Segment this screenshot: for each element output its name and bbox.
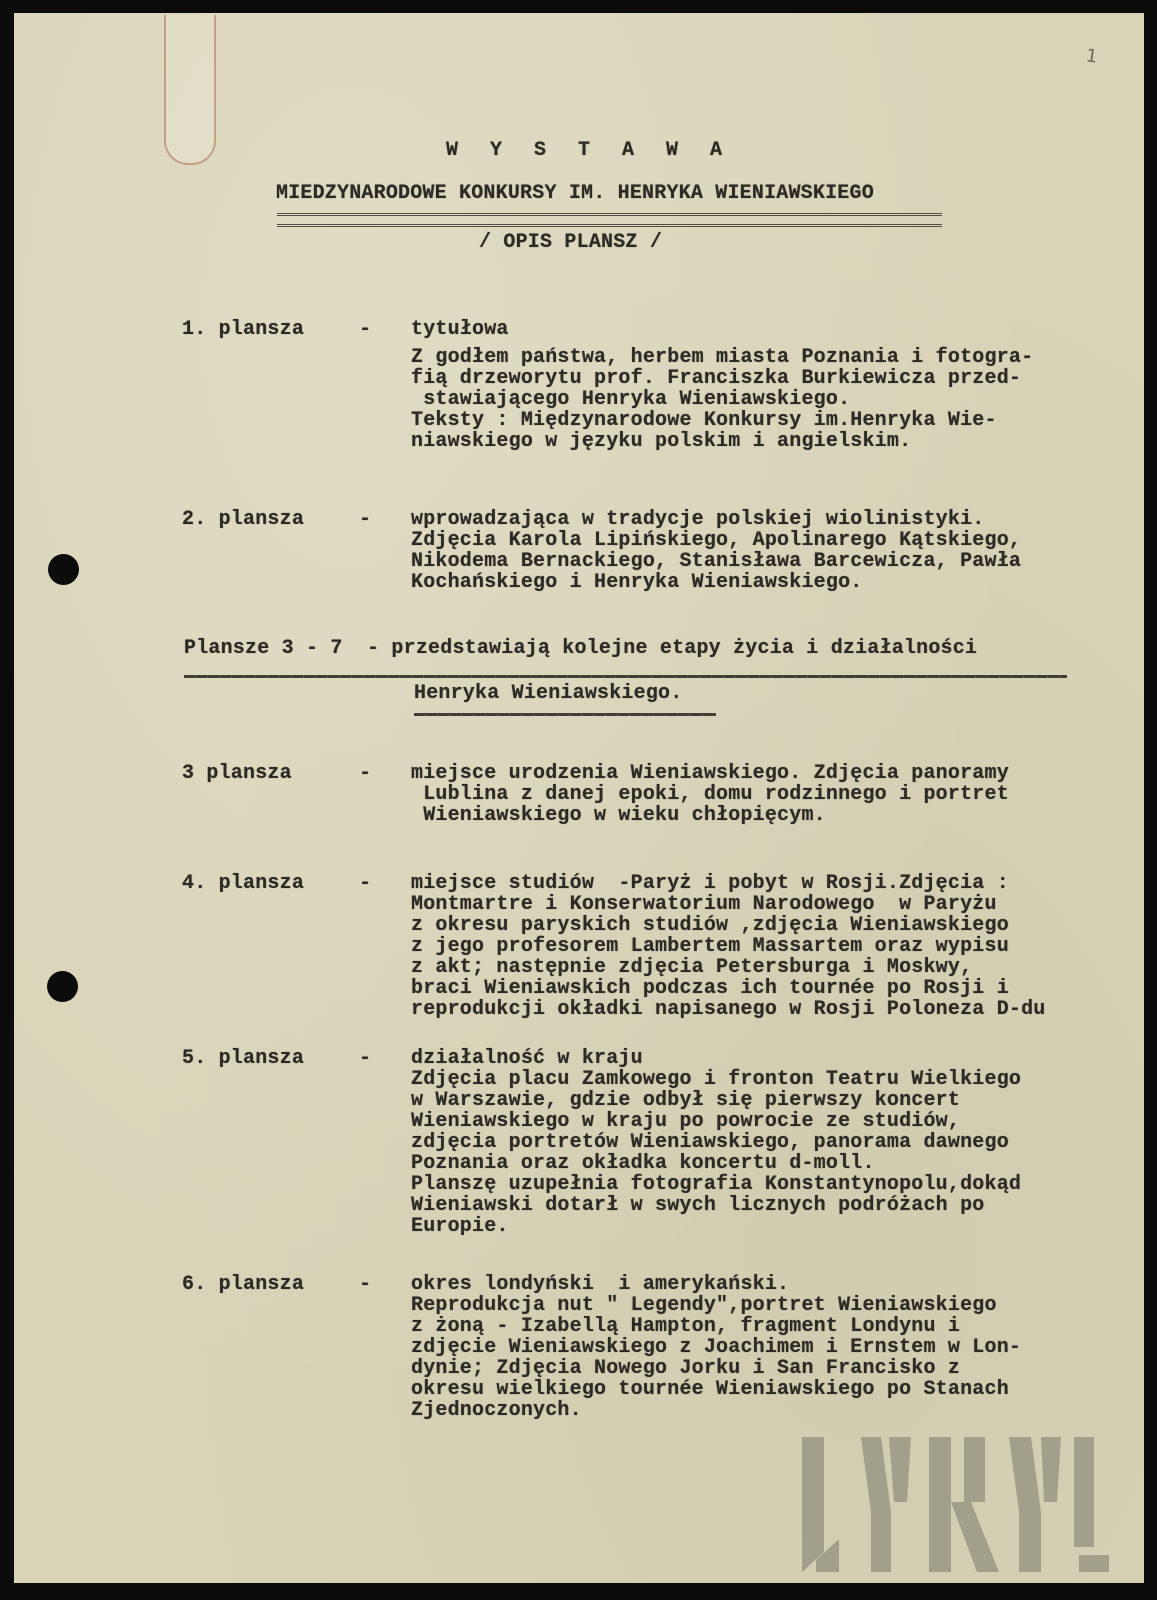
page-number: 1: [1084, 45, 1099, 68]
header-double-rule: [277, 213, 942, 227]
entry-line: zdjęcie Wieniawskiego z Joachimem i Ernstem w Lon-: [411, 1336, 1022, 1359]
document-description: / OPIS PLANSZ /: [479, 231, 663, 254]
entry-label: 4. plansza: [182, 872, 305, 895]
entry-line: Planszę uzupełnia fotografia Konstantynopolu,dokąd: [411, 1173, 1022, 1196]
entry-line: Z godłem państwa, herbem miasta Poznania i fotogra-: [411, 346, 1034, 369]
entry-label: 1. plansza: [182, 318, 305, 341]
document-title: W Y S T A W A: [445, 139, 733, 162]
entry-line: tytułowa: [411, 318, 509, 341]
entry-line: działalność w kraju: [411, 1047, 643, 1070]
entry-line: w Warszawie, gdzie odbył się pierwszy koncert: [411, 1089, 961, 1112]
entry-dash: -: [359, 318, 372, 341]
entry-line: miejsce urodzenia Wieniawskiego. Zdjęcia panoramy: [411, 762, 1009, 785]
entry-line: Reprodukcja nut " Legendy",portret Wieniawskiego: [411, 1294, 997, 1317]
entry-body: [411, 319, 1033, 452]
entry-dash: -: [359, 1047, 372, 1070]
entry-label: 3 plansza: [182, 762, 292, 785]
entry-line: Teksty : Międzynarodowe Konkursy im.Henryka Wie-: [411, 409, 997, 432]
entry-line: Zjednoczonych.: [411, 1399, 582, 1422]
entry-body: [411, 509, 1021, 593]
entry-line: wprowadzająca w tradycje polskiej wiolinistyki.: [411, 508, 985, 531]
entry-line: braci Wieniawskich podczas ich tournée po Rosji i: [411, 977, 1009, 1000]
entry-line: niawskiego w języku polskim i angielskim.: [411, 430, 912, 453]
entry-line: okres londyński i amerykański.: [411, 1273, 790, 1296]
document-page: [14, 13, 1144, 1583]
section-heading-continuation-underline: [414, 713, 716, 716]
section-heading: Plansze 3 - 7 - przedstawiają kolejne etapy życia i działalności: [184, 637, 978, 660]
section-heading-underline: [184, 675, 1067, 678]
entry-line: Wieniawski dotarł w swych licznych podróżach po: [411, 1194, 985, 1217]
entry-line: okresu wielkiego tournée Wieniawskiego po Stanach: [411, 1378, 1009, 1401]
entry-line: z żoną - Izabellą Hampton, fragment Londynu i: [411, 1315, 961, 1338]
entry-line: z jego profesorem Lambertem Massartem oraz wypisu: [411, 935, 1009, 958]
entry-label: 2. plansza: [182, 508, 305, 531]
watermark-logo-icon: [779, 1437, 1109, 1572]
entry-line: dynie; Zdjęcia Nowego Jorku i San Francisko z: [411, 1357, 961, 1380]
entry-dash: -: [359, 762, 372, 785]
entry-line: Zdjęcia placu Zamkowego i fronton Teatru Wielkiego: [411, 1068, 1022, 1091]
entry-line: Nikodema Bernackiego, Stanisława Barcewicza, Pawła: [411, 550, 1022, 573]
document-subtitle: MIEDZYNARODOWE KONKURSY IM. HENRYKA WIENIAWSKIEGO: [276, 182, 874, 205]
entry-dash: -: [359, 1273, 372, 1296]
entry-label: 5. plansza: [182, 1047, 305, 1070]
punch-hole-icon: [48, 554, 79, 585]
entry-line: Wieniawskiego w wieku chłopięcym.: [411, 804, 826, 827]
entry-dash: -: [359, 508, 372, 531]
entry-label: 6. plansza: [182, 1273, 305, 1296]
entry-line: miejsce studiów -Paryż i pobyt w Rosji.Zdjęcia :: [411, 872, 1009, 895]
entry-line: Kochańskiego i Henryka Wieniawskiego.: [411, 571, 863, 594]
entry-body: [411, 1048, 1021, 1237]
entry-body: [411, 1274, 1021, 1421]
entry-line: Poznania oraz okładka koncertu d-moll.: [411, 1152, 875, 1175]
entry-line: Montmartre i Konserwatorium Narodowego w Paryżu: [411, 893, 997, 916]
entry-line: stawiającego Henryka Wieniawskiego.: [411, 388, 851, 411]
entry-line: zdjęcia portretów Wieniawskiego, panorama dawnego: [411, 1131, 1009, 1154]
entry-body: [411, 873, 1046, 1020]
entry-line: Zdjęcia Karola Lipińskiego, Apolinarego Kątskiego,: [411, 529, 1022, 552]
entry-line: reprodukcji okładki napisanego w Rosji Poloneza D-du: [411, 998, 1046, 1021]
punch-hole-icon: [47, 971, 78, 1002]
section-heading-continuation: Henryka Wieniawskiego.: [414, 682, 683, 705]
entry-line: z okresu paryskich studiów ,zdjęcia Wieniawskiego: [411, 914, 1009, 937]
entry-line: Wieniawskiego w kraju po powrocie ze studiów,: [411, 1110, 961, 1133]
entry-line: Lublina z danej epoki, domu rodzinnego i portret: [411, 783, 1009, 806]
entry-line: Europie.: [411, 1215, 509, 1238]
entry-line: fią drzeworytu prof. Franciszka Burkiewicza przed-: [411, 367, 1022, 390]
entry-body: [411, 763, 1009, 826]
entry-line: z akt; następnie zdjęcia Petersburga i Moskwy,: [411, 956, 973, 979]
entry-dash: -: [359, 872, 372, 895]
